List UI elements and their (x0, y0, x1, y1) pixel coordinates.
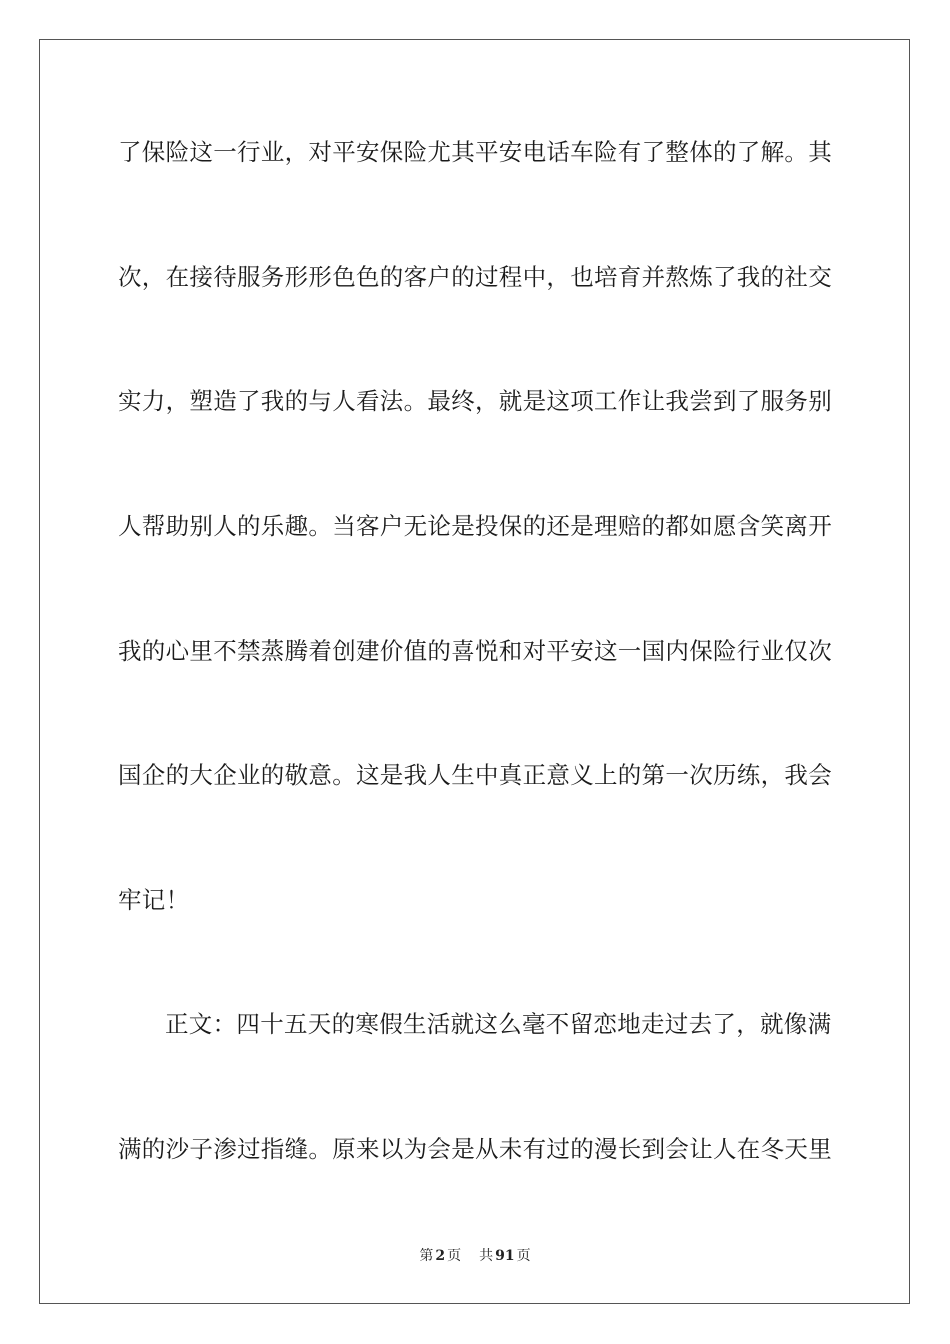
page-number: 2 (435, 1248, 446, 1264)
page-border (39, 39, 910, 1304)
page-prefix: 第 (419, 1248, 434, 1264)
total-suffix: 页 (516, 1248, 531, 1264)
body-line-1: 了保险这一行业，对平安保险尤其平安电话车险有了整体的了解。其 (118, 138, 832, 166)
total-pages: 91 (495, 1248, 515, 1264)
page-suffix: 页 (447, 1248, 462, 1264)
body-line-4: 人帮助别人的乐趣。当客户无论是投保的还是理赔的都如愿含笑离开 (118, 512, 832, 540)
page-footer (0, 1246, 950, 1266)
paragraph-start-line: 正文：四十五天的寒假生活就这么毫不留恋地走过去了，就像满 (165, 1010, 832, 1038)
body-line-7: 牢记！ (118, 886, 190, 914)
body-line-5: 我的心里不禁蒸腾着创建价值的喜悦和对平安这一国内保险行业仅次 (118, 637, 832, 665)
total-prefix: 共 (479, 1248, 494, 1264)
body-line-2: 次，在接待服务形形色色的客户的过程中，也培育并熬炼了我的社交 (118, 263, 832, 291)
body-line-6: 国企的大企业的敬意。这是我人生中真正意义上的第一次历练，我会 (118, 761, 832, 789)
body-line-3: 实力，塑造了我的与人看法。最终，就是这项工作让我尝到了服务别 (118, 387, 832, 415)
body-line-9: 满的沙子渗过指缝。原来以为会是从未有过的漫长到会让人在冬天里 (118, 1135, 832, 1163)
